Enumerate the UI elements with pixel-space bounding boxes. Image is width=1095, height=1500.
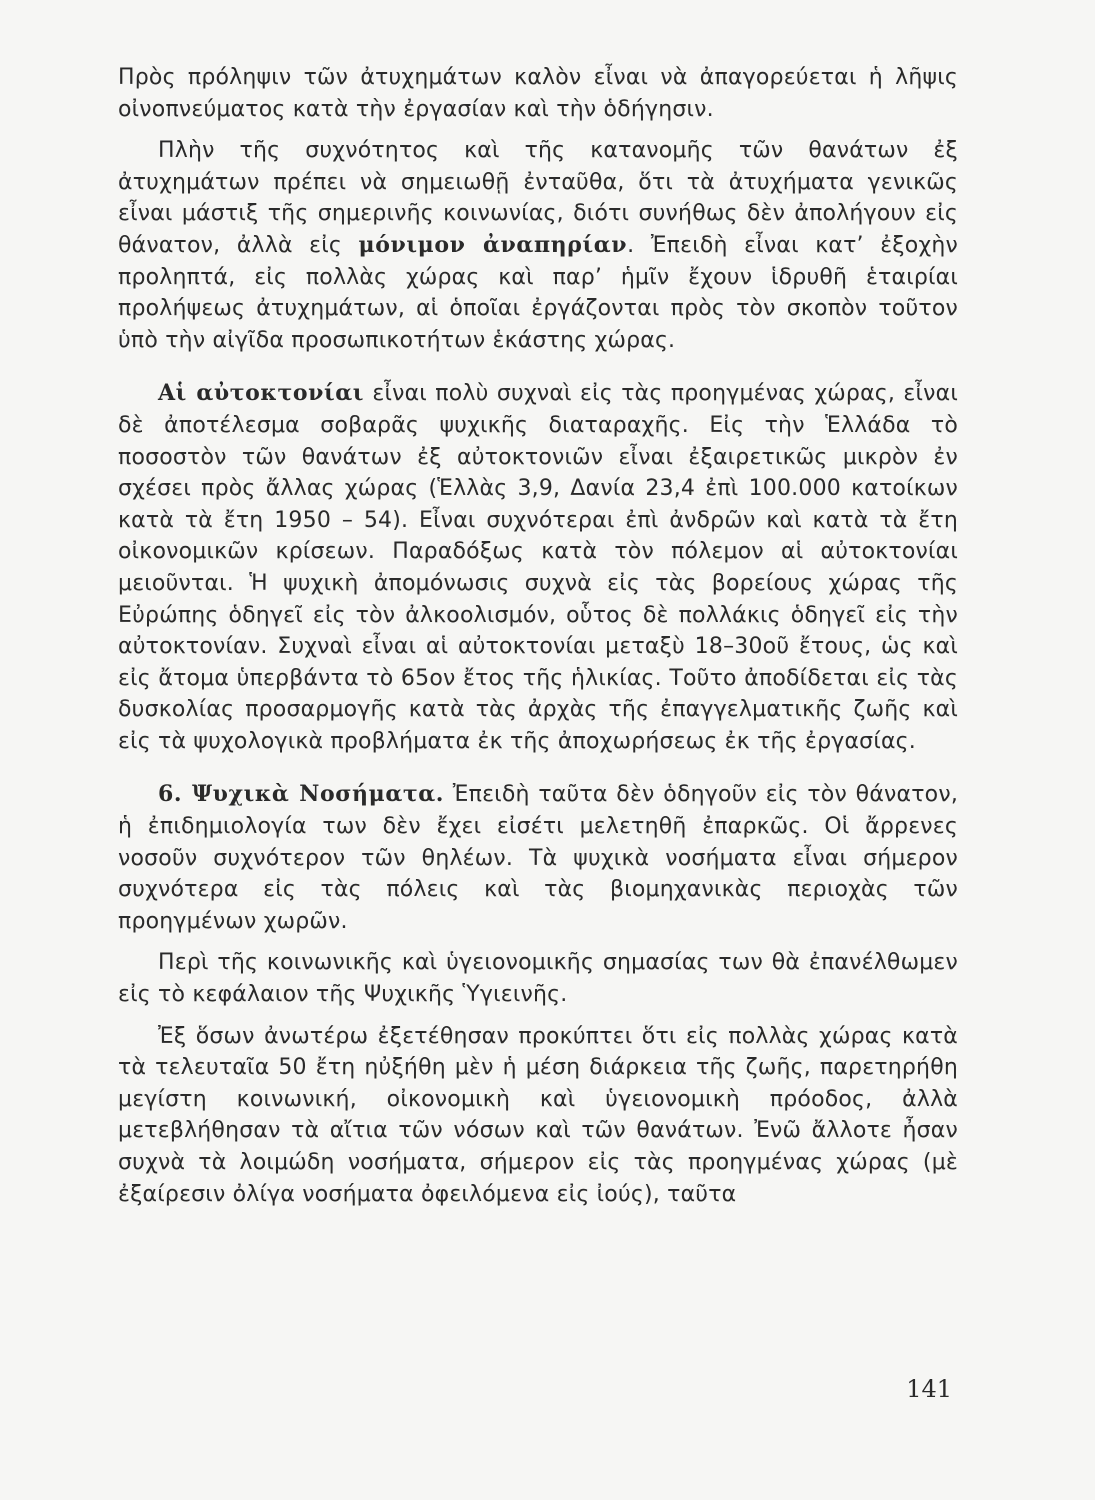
term-suicides: Αἱ αὐτοκτονίαι [158,380,365,407]
paragraph-accidents-text-before: Πλὴν τῆς συχνότητος καὶ τῆς κατανομῆς τῶν θανάτων ἐξ ἀτυχημάτων πρέπει νὰ σημειωθῇ ἐνταῦθα, ὅτι τὰ ἀτυχήματα γενικῶς εἶναι μάστιξ τῆς σημερινῆς κοινωνίας, διότι συνήθως δὲν ἀπολήγουν εἰς θάνατον, ἀλλὰ εἰς [118,138,958,258]
paragraph-accidents-disability [118,135,958,356]
section-6-text: Ἐπειδὴ ταῦτα δὲν ὁδηγοῦν εἰς τὸν θάνατον, ἡ ἐπιδημιολογία των δὲν ἔχει εἰσέτι μελετηθῆ ἐπαρκῶς. Οἱ ἄρρενες νοσοῦν συχνότερον τῶν θηλέων. Τὰ ψυχικὰ νοσήματα εἶναι σήμερον συχνότερα εἰς τὰς πόλεις καὶ τὰς βιομηχανικὰς περιοχὰς τῶν προηγμένων χωρῶν. [118,782,959,934]
paragraph-suicides-text: εἶναι πολὺ συχναὶ εἰς τὰς προηγμένας χώρας, εἶναι δὲ ἀποτέλεσμα σοβαρᾶς ψυχικῆς διαταραχῆς. Εἰς τὴν Ἑλλάδα τὸ ποσοστὸν τῶν θανάτων ἐξ αὐτοκτονιῶν εἶναι ἐξαιρετικῶς μικρὸν ἐν σχέσει πρὸς ἄλλας χώρας (Ἑλλὰς 3,9, Δανία 23,4 ἐπὶ 100.000 κατοίκων κατὰ τὰ ἔτη 1950 – 54). Εἶναι συχνότεραι ἐπὶ ἀνδρῶν καὶ κατὰ τὰ ἔτη οἰκονομικῶν κρίσεων. Παραδόξως κατὰ τὸν πόλεμον αἱ αὐτοκτονίαι μειοῦνται. Ἡ ψυχικὴ ἀπομόνωσις συχνὰ εἰς τὰς βορείους χώρας τῆς Εὐρώπης ὁδηγεῖ εἰς τὸν ἀλκοολισμόν, οὗτος δὲ πολλάκις ὁδηγεῖ εἰς τὴν αὐτοκτονίαν. Συχναὶ εἶναι αἱ αὐτοκτονίαι μεταξὺ 18–30οῦ ἔτους, ὡς καὶ εἰς ἄτομα ὑπερβάντα τὸ 65ον ἔτος τῆς ἡλικίας. Τοῦτο ἀποδίδεται εἰς τὰς δυσκολίας προσαρμογῆς κατὰ τὰς ἀρχὰς τῆς ἐπαγγελματικῆς ζωῆς καὶ εἰς τὰ ψυχολογικὰ προβλήματα ἐκ τῆς ἀποχωρήσεως ἐκ τῆς ἐργασίας. [118,381,958,754]
paragraph-accident-prevention: Πρὸς πρόληψιν τῶν ἀτυχημάτων καλὸν εἶναι νὰ ἀπαγορεύεται ἡ λῆψις οἰνοπνεύματος κατὰ τὴν ἐργασίαν καὶ τὴν ὁδήγησιν. [118,65,958,122]
page-body [118,62,958,1220]
paragraph-social-significance: Περὶ τῆς κοινωνικῆς καὶ ὑγειονομικῆς σημασίας των θὰ ἐπανέλθωμεν εἰς τὸ κεφάλαιον τῆς Ψυχικῆς Ὑγιεινῆς. [118,950,958,1008]
paragraph-accidents-text-after: . Ἐπειδὴ εἶναι κατ’ ἐξοχὴν προληπτά, εἰς πολλὰς χώρας καὶ παρ’ ἡμῖν ἔχουν ἱδρυθῆ ἑταιρίαι προλήψεως ἀτυχημάτων, αἱ ὁποῖαι ἐργάζονται πρὸς τὸν σκοπὸν τοῦτον ὑπὸ τὴν αἰγῖδα προσωπικοτήτων ἑκάστης χώρας. [118,232,958,353]
paragraph-suicides [118,378,958,757]
section-6-heading: 6. Ψυχικὰ Νοσήματα. [158,781,445,808]
page-number: 141 [906,1375,952,1403]
paragraph-conclusion: Ἐξ ὅσων ἀνωτέρω ἐξετέθησαν προκύπτει ὅτι εἰς πολλὰς χώρας κατὰ τὰ τελευταῖα 50 ἔτη ηὐξήθη μὲν ἡ μέση διάρκεια τῆς ζωῆς, παρετηρήθη μεγίστη κοινωνική, οἰκονομικὴ καὶ ὑγειονομικὴ πρόοδος, ἀλλὰ μετεβλήθησαν τὰ αἴτια τῶν νόσων καὶ τῶν θανάτων. Ἐνῶ ἄλλοτε ἦσαν συχνὰ τὰ λοιμώδη νοσήματα, σήμερον εἰς τὰς προηγμένας χώρας (μὲ ἐξαίρεσιν ὀλίγα νοσήματα ὀφειλόμενα εἰς ἰούς), ταῦτα [118,1023,958,1207]
term-permanent-disability: μόνιμον ἀναπηρίαν [358,231,628,258]
section-6-mental-illness [118,779,958,937]
